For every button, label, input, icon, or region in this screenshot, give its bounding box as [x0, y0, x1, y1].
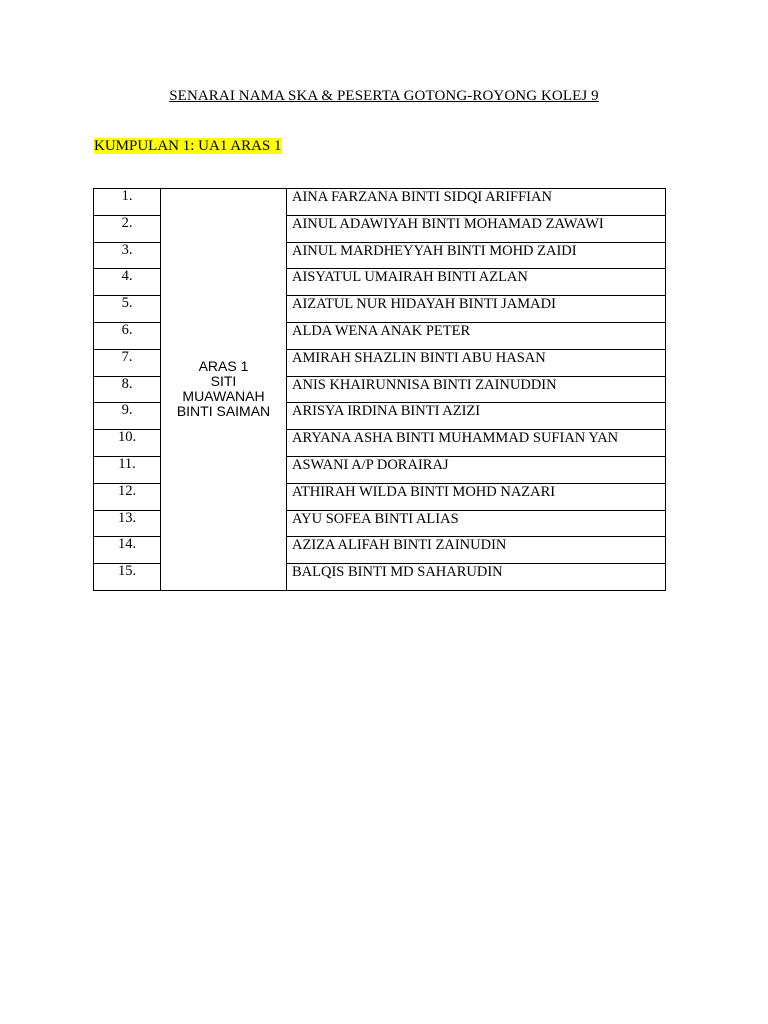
supervisor-name-line-2: MUAWANAH	[182, 388, 265, 405]
row-number: 15.	[94, 564, 161, 591]
participant-name: BALQIS BINTI MD SAHARUDIN	[287, 564, 666, 591]
participant-name: ASWANI A/P DORAIRAJ	[287, 456, 666, 483]
group-heading-label: KUMPULAN 1: UA1 ARAS 1	[94, 138, 282, 154]
participant-name: AINUL MARDHEYYAH BINTI MOHD ZAIDI	[287, 242, 666, 269]
row-number: 10.	[94, 430, 161, 457]
group-heading	[93, 138, 283, 155]
participant-name: AMIRAH SHAZLIN BINTI ABU HASAN	[287, 349, 666, 376]
row-number: 4.	[94, 269, 161, 296]
participant-name: AINUL ADAWIYAH BINTI MOHAMAD ZAWAWI	[287, 215, 666, 242]
supervisor-name-line-1: SITI	[210, 373, 237, 390]
row-number: 12.	[94, 483, 161, 510]
row-number: 9.	[94, 403, 161, 430]
group-level: ARAS 1	[198, 358, 249, 375]
participant-name: AINA FARZANA BINTI SIDQI ARIFFIAN	[287, 189, 666, 216]
table-row	[94, 189, 666, 216]
participant-name: ALDA WENA ANAK PETER	[287, 322, 666, 349]
participant-table	[93, 188, 666, 591]
row-number: 8.	[94, 376, 161, 403]
participant-name: ARISYA IRDINA BINTI AZIZI	[287, 403, 666, 430]
row-number: 13.	[94, 510, 161, 537]
participant-name: AZIZA ALIFAH BINTI ZAINUDIN	[287, 537, 666, 564]
row-number: 7.	[94, 349, 161, 376]
row-number: 5.	[94, 296, 161, 323]
participant-name: ATHIRAH WILDA BINTI MOHD NAZARI	[287, 483, 666, 510]
row-number: 14.	[94, 537, 161, 564]
participant-name: AIZATUL NUR HIDAYAH BINTI JAMADI	[287, 296, 666, 323]
group-supervisor-cell	[161, 189, 287, 591]
document-title: SENARAI NAMA SKA & PESERTA GOTONG-ROYONG KOLEJ 9	[169, 88, 599, 104]
supervisor-name-line-3: BINTI SAIMAN	[176, 403, 271, 420]
participant-name: AISYATUL UMAIRAH BINTI AZLAN	[287, 269, 666, 296]
row-number: 1.	[94, 189, 161, 216]
row-number: 11.	[94, 456, 161, 483]
row-number: 3.	[94, 242, 161, 269]
participant-name: ARYANA ASHA BINTI MUHAMMAD SUFIAN YAN	[287, 430, 666, 457]
row-number: 2.	[94, 215, 161, 242]
participant-name: ANIS KHAIRUNNISA BINTI ZAINUDDIN	[287, 376, 666, 403]
row-number: 6.	[94, 322, 161, 349]
participant-name: AYU SOFEA BINTI ALIAS	[287, 510, 666, 537]
